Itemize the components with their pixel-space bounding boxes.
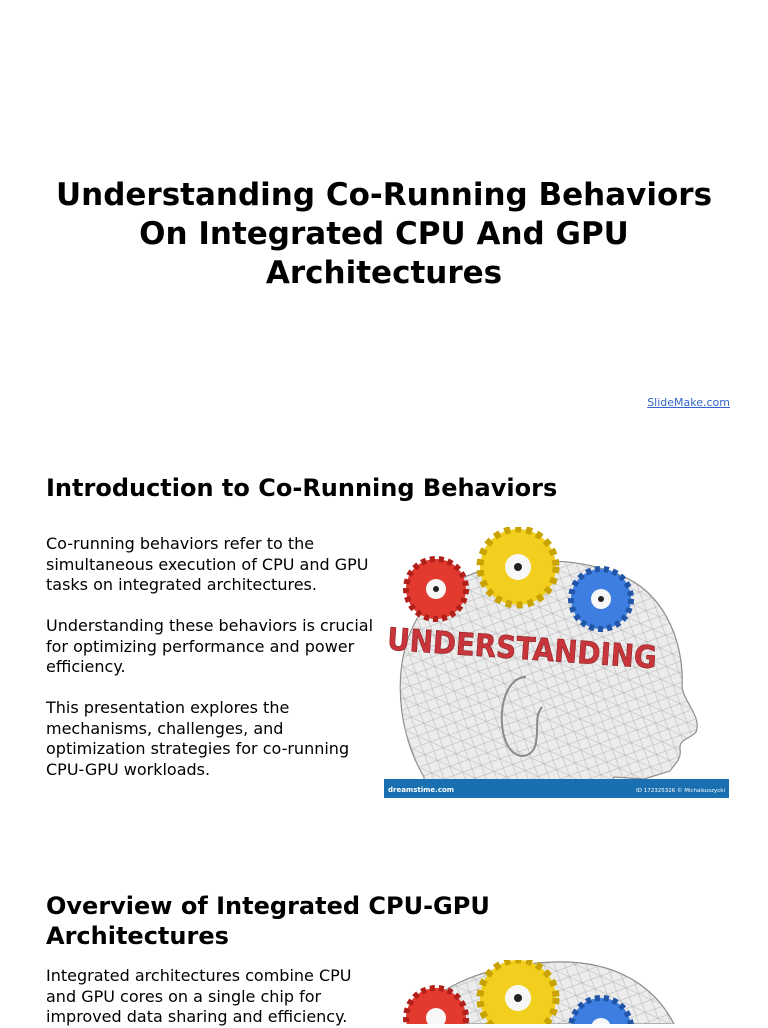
blue-gear-icon: [571, 569, 631, 629]
section-heading-introduction: Introduction to Co-Running Behaviors: [46, 474, 558, 502]
slide-title: Understanding Co-Running Behaviors On Integrated CPU And GPU Architectures: [55, 176, 713, 291]
section-heading-overview: Overview of Integrated CPU-GPU Architectures: [46, 892, 490, 950]
slidemake-link[interactable]: SlideMake.com: [647, 396, 730, 409]
watermark-site: dreamstime.com: [388, 786, 455, 794]
understanding-head-illustration-2: [384, 960, 729, 1024]
red-gear-icon: [406, 988, 466, 1024]
red-gear-icon: [406, 559, 466, 619]
head-gears-graphic-2: [384, 960, 729, 1024]
yellow-gear-icon: [480, 529, 556, 605]
intro-paragraph-1: Co-running behaviors refer to the simultaneous execution of CPU and GPU tasks on integrated architectures.: [46, 534, 369, 594]
overview-paragraph-1: Integrated architectures combine CPU and GPU cores on a single chip for improved data sharing and efficiency.: [46, 966, 352, 1026]
head-gears-graphic: [384, 527, 729, 798]
watermark-id: ID 172325326 © Michalsuszycki: [636, 788, 725, 794]
intro-paragraph-2: Understanding these behaviors is crucial for optimizing performance and power efficiency.: [46, 616, 374, 676]
understanding-head-illustration: [384, 527, 729, 798]
intro-paragraph-3: This presentation explores the mechanisms, challenges, and optimization strategies for co-running CPU-GPU workloads.: [46, 698, 350, 779]
understanding-word: UNDERSTANDING: [386, 621, 690, 679]
